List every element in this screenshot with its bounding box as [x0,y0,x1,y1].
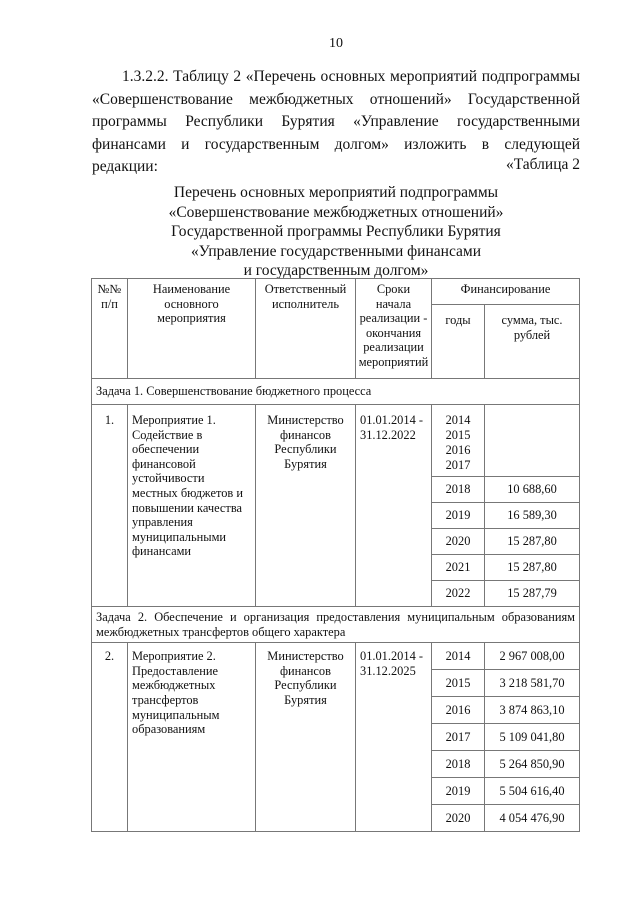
amount-cell: 15 287,80 [485,529,580,555]
measure-name: Мероприятие 1. Содействие в обеспечении финансовой устойчивости местных бюджетов и повышении качества управления муниципальными финансами [128,405,256,607]
year: 2014 [445,413,471,427]
year-cell: 2019 [432,778,485,805]
year: 2016 [445,443,471,457]
amount-cell: 3 218 581,70 [485,670,580,697]
table-row [92,643,580,670]
year-cell: 2016 [432,697,485,724]
amount-cell: 5 109 041,80 [485,724,580,751]
task-row [92,379,580,405]
year-cell: 2017 [432,724,485,751]
header-executor: Ответственный исполнитель [256,279,356,379]
title-line: Перечень основных мероприятий подпрограммы [173,184,499,201]
header-financing: Финансирование [432,279,580,305]
grouped-years [432,405,485,477]
title-line: «Управление государственными финансами [190,242,482,260]
header-num: №№ п/п [92,279,128,379]
header-name: Наименование основного мероприятия [128,279,256,379]
measure-dates: 01.01.2014 - 31.12.2025 [356,643,432,832]
table-row [92,405,580,477]
measure-num: 2. [92,643,128,832]
header-row [92,279,580,305]
task-title: Задача 2. Обеспечение и организация предоставления муниципальным образованиям межбюджетных трансфертов общего характера [92,607,580,643]
year: 2017 [445,458,471,472]
measures-table [91,278,580,832]
measure-executor: Министерство финансов Республики Бурятия [256,643,356,832]
page-number: 10 [329,36,343,51]
year-cell: 2022 [432,581,485,607]
title-line: и государственным долгом» [243,262,429,279]
amount-cell [485,405,580,477]
amount-cell: 5 504 616,40 [485,778,580,805]
header-amount: сумма, тыс. рублей [485,305,580,379]
title-line: Государственной программы Республики Бурятия [171,223,501,240]
header-dates: Сроки начала реализации - окончания реализации мероприятий [356,279,432,379]
amount-cell: 3 874 863,10 [485,697,580,724]
year-cell: 2015 [432,670,485,697]
measure-num: 1. [92,405,128,607]
year-cell: 2018 [432,477,485,503]
amount-cell: 15 287,79 [485,581,580,607]
intro-paragraph: 1.3.2.2. Таблицу 2 «Перечень основных мероприятий подпрограммы «Совершенствование межбюджетных отношений» Государственной программы Республики Бурятия «Управление государственными финансами и государственным долгом» изложить в следующей редакции: [92,68,580,175]
amount-cell: 10 688,60 [485,477,580,503]
amount-cell: 16 589,30 [485,503,580,529]
amount-cell: 15 287,80 [485,555,580,581]
task-title: Задача 1. Совершенствование бюджетного процесса [92,379,580,405]
measure-name: Мероприятие 2. Предоставление межбюджетных трансфертов муниципальным образованиям [128,643,256,832]
year-cell: 2014 [432,643,485,670]
header-years: годы [432,305,485,379]
year: 2015 [445,428,471,442]
table-label: «Таблица 2 [505,156,580,173]
measure-dates: 01.01.2014 - 31.12.2022 [356,405,432,607]
table-title [92,183,580,281]
title-line: «Совершенствование межбюджетных отношений» [168,203,504,221]
year-cell: 2020 [432,805,485,832]
task-row [92,607,580,643]
year-cell: 2020 [432,529,485,555]
measure-executor: Министерство финансов Республики Бурятия [256,405,356,607]
amount-cell: 2 967 008,00 [485,643,580,670]
amount-cell: 5 264 850,90 [485,751,580,778]
amount-cell: 4 054 476,90 [485,805,580,832]
year-cell: 2018 [432,751,485,778]
year-cell: 2019 [432,503,485,529]
year-cell: 2021 [432,555,485,581]
